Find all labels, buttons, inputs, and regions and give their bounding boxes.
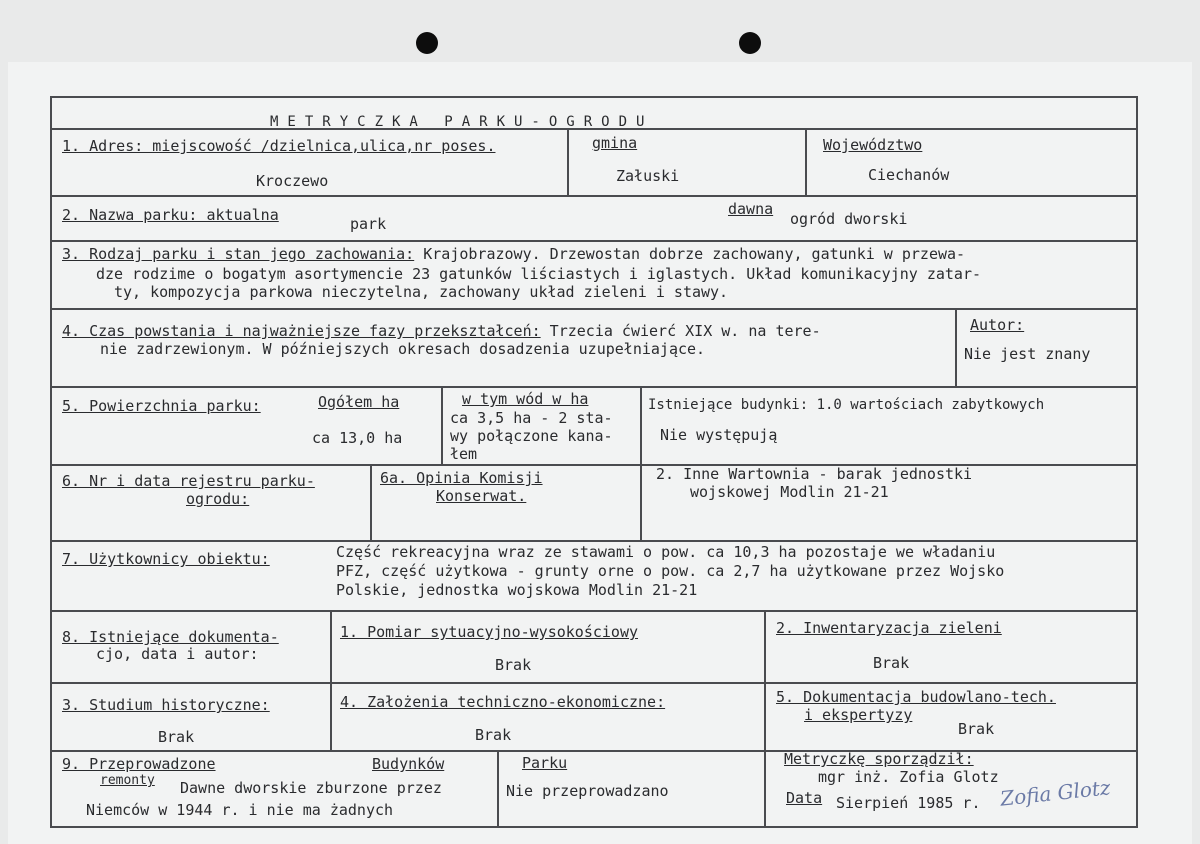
buildings-label: Istniejące budynki: 1.0 wartościach zabytkowych [648,397,1045,413]
park-name-former: ogród dworski [790,210,908,228]
commission-opinion-1: 6a. Opinia Komisji [380,469,543,487]
author-label: Autor: [970,316,1025,334]
date-value: Sierpień 1985 r. [836,794,981,812]
gmina-value: Załuski [616,167,680,185]
historical-study-label: 3. Studium historyczne: [62,696,270,714]
address-label: 1. Adres: miejscowość /dzielnica,ulica,nr poses. [62,137,496,155]
renovations-buildings-label: Budynków [372,755,445,773]
rule [497,750,499,828]
construction-docs-value: Brak [958,720,995,738]
gmina-label: gmina [592,134,638,152]
park-type-text-1: Krajobrazowy. Drzewostan dobrze zachowany, gatunki w przewa- [423,245,966,263]
renovations-buildings-2: Niemców w 1944 r. i nie ma żadnych [86,801,394,819]
renovations-buildings-1: Dawne dworskie zburzone przez [180,779,442,797]
docs-label-1: 8. Istniejące dokumenta- [62,628,279,646]
punch-hole-left [416,32,438,54]
tech-econ-value: Brak [475,726,512,744]
water-area-line-2: wy połączone kana- [450,427,613,445]
rule [330,610,332,750]
other-buildings-1: 2. Inne Wartownia - barak jednostki [656,465,973,483]
rule [764,610,766,828]
users-line-1: Część rekreacyjna wraz ze stawami o pow. ca 10,3 ha pozostaje we władaniu [336,543,996,561]
rule [441,386,443,464]
rule [50,386,1138,388]
rule [370,464,372,540]
history-text-1: Trzecia ćwierć XIX w. na tere- [549,322,821,340]
water-area-line-3: łem [450,445,478,463]
construction-docs-label-2: i ekspertyzy [804,706,913,724]
users-line-3: Polskie, jednostka wojskowa Modlin 21-21 [336,581,698,599]
park-name-label: 2. Nazwa parku: aktualna [62,206,279,224]
rule [567,128,569,195]
address-value: Kroczewo [256,172,329,190]
author-value: Nie jest znany [964,345,1091,363]
park-name-former-label: dawna [728,200,774,218]
rule [50,308,1138,310]
buildings-value: Nie występują [660,426,778,444]
voivodeship-value: Ciechanów [868,166,950,184]
rule [640,386,642,540]
history-line-1 [62,322,821,340]
construction-docs-label-1: 5. Dokumentacja budowlano-tech. [776,688,1056,706]
register-label-1: 6. Nr i data rejestru parku- [62,472,315,490]
rule [50,682,1138,684]
survey-value: Brak [495,656,532,674]
renovations-park-value: Nie przeprowadzano [506,782,669,800]
water-area-label: w tym wód w ha [462,390,589,408]
punch-hole-right [739,32,761,54]
users-label: 7. Użytkownicy obiektu: [62,550,270,568]
renovations-label: 9. Przeprowadzone [62,755,216,773]
users-line-2: PFZ, część użytkowa - grunty orne o pow. ca 2,7 ha użytkowane przez Wojsko [336,562,1005,580]
park-name-current: park [350,215,387,233]
prepared-by-label: Metryczkę sporządził: [784,750,974,768]
survey-label: 1. Pomiar sytuacyjno-wysokościowy [340,623,639,641]
greenery-inventory-value: Brak [873,654,910,672]
prepared-by-value: mgr inż. Zofia Glotz [818,768,999,786]
voivodeship-label: Województwo [823,136,923,154]
park-type-line-3: ty, kompozycja parkowa nieczytelna, zachowany układ zieleni i stawy. [114,283,729,301]
area-label: 5. Powierzchnia parku: [62,397,261,415]
rule [50,240,1138,242]
date-label: Data [786,789,823,807]
historical-study-value: Brak [158,728,195,746]
rule [955,308,957,386]
other-buildings-2: wojskowej Modlin 21-21 [690,483,889,501]
history-label: 4. Czas powstania i najważniejsze fazy przekształceń: [62,322,541,340]
history-line-2: nie zadrzewionym. W późniejszych okresach dosadzenia uzupełniające. [100,340,706,358]
rule [50,610,1138,612]
park-type-line-2: dze rodzime o bogatym asortymencie 23 gatunków liściastych i iglastych. Układ komunikacyjny zatar- [96,265,982,283]
park-type-line-1 [62,245,965,263]
rule [50,540,1138,542]
docs-label-2: cjo, data i autor: [96,645,259,663]
commission-opinion-2: Konserwat. [436,487,527,505]
rule [50,464,1138,466]
rule [805,128,807,195]
area-total-label: Ogółem ha [318,393,400,411]
renovations-sublabel: remonty [100,773,155,788]
register-label-2: ogrodu: [186,490,250,508]
tech-econ-label: 4. Założenia techniczno-ekonomiczne: [340,693,666,711]
water-area-line-1: ca 3,5 ha - 2 sta- [450,409,613,427]
park-type-label: 3. Rodzaj parku i stan jego zachowania: [62,245,415,263]
rule [50,750,1138,752]
greenery-inventory-label: 2. Inwentaryzacja zieleni [776,619,1002,637]
rule [50,195,1138,197]
area-total-value: ca 13,0 ha [312,429,403,447]
renovations-park-label: Parku [522,754,568,772]
handwritten-signature: Zofia Glotz [999,775,1112,811]
form-title: METRYCZKA PARKU-OGRODU [270,114,654,130]
